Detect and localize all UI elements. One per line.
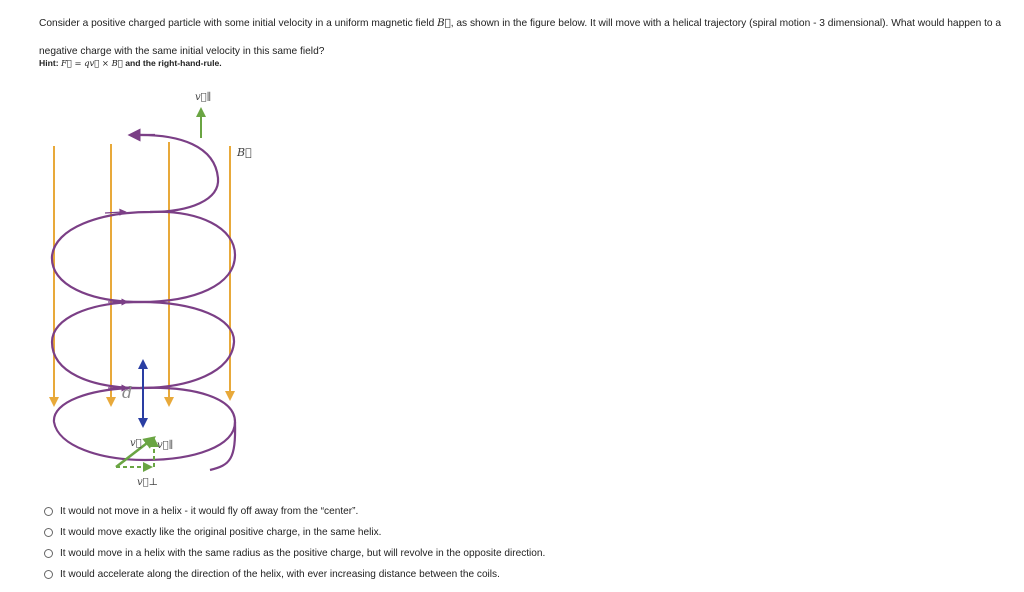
v-parallel-label: v⃗∥ — [157, 440, 174, 451]
hint-label: Hint: — [39, 58, 59, 68]
helix-figure — [30, 80, 270, 495]
option-1[interactable] — [44, 501, 545, 522]
hint — [39, 58, 222, 68]
v-label: v⃗ — [130, 438, 142, 449]
option-2[interactable] — [44, 522, 545, 543]
option-radio[interactable] — [44, 570, 53, 579]
d-label: d — [122, 383, 133, 402]
option-3[interactable] — [44, 543, 545, 564]
option-label: It would move in a helix with the same radius as the positive charge, but will revolve in the opposite direction. — [60, 548, 546, 559]
option-radio[interactable] — [44, 549, 53, 558]
field-lines — [54, 142, 230, 402]
question-part-2: , as shown in the figure below. It will move with a helical trajectory (spiral motion - 3 dimensional). What would happen to a negative charge with the same initial velocity in this same field? — [39, 18, 1002, 57]
hint-rest: and the right-hand-rule. — [125, 58, 222, 68]
b-field-label: B⃗ — [237, 146, 252, 159]
field-symbol: B⃗ — [437, 18, 451, 29]
option-label: It would accelerate along the direction of the helix, with ever increasing distance between the coils. — [60, 569, 500, 580]
v-perp-label: v⃗⊥ — [137, 477, 159, 488]
v-parallel-top-label: v⃗∥ — [195, 92, 212, 103]
answer-options — [44, 501, 545, 585]
question-part-1: Consider a positive charged particle with some initial velocity in a uniform magnetic field — [39, 18, 438, 29]
option-radio[interactable] — [44, 528, 53, 537]
hint-formula: F⃗ = qv⃗ × B⃗ — [60, 58, 123, 68]
option-label: It would move exactly like the original positive charge, in the same helix. — [60, 527, 382, 538]
velocity-components — [116, 438, 173, 488]
option-4[interactable] — [44, 564, 545, 585]
option-radio[interactable] — [44, 507, 53, 516]
option-label: It would not move in a helix - it would fly off away from the “center”. — [60, 506, 359, 517]
